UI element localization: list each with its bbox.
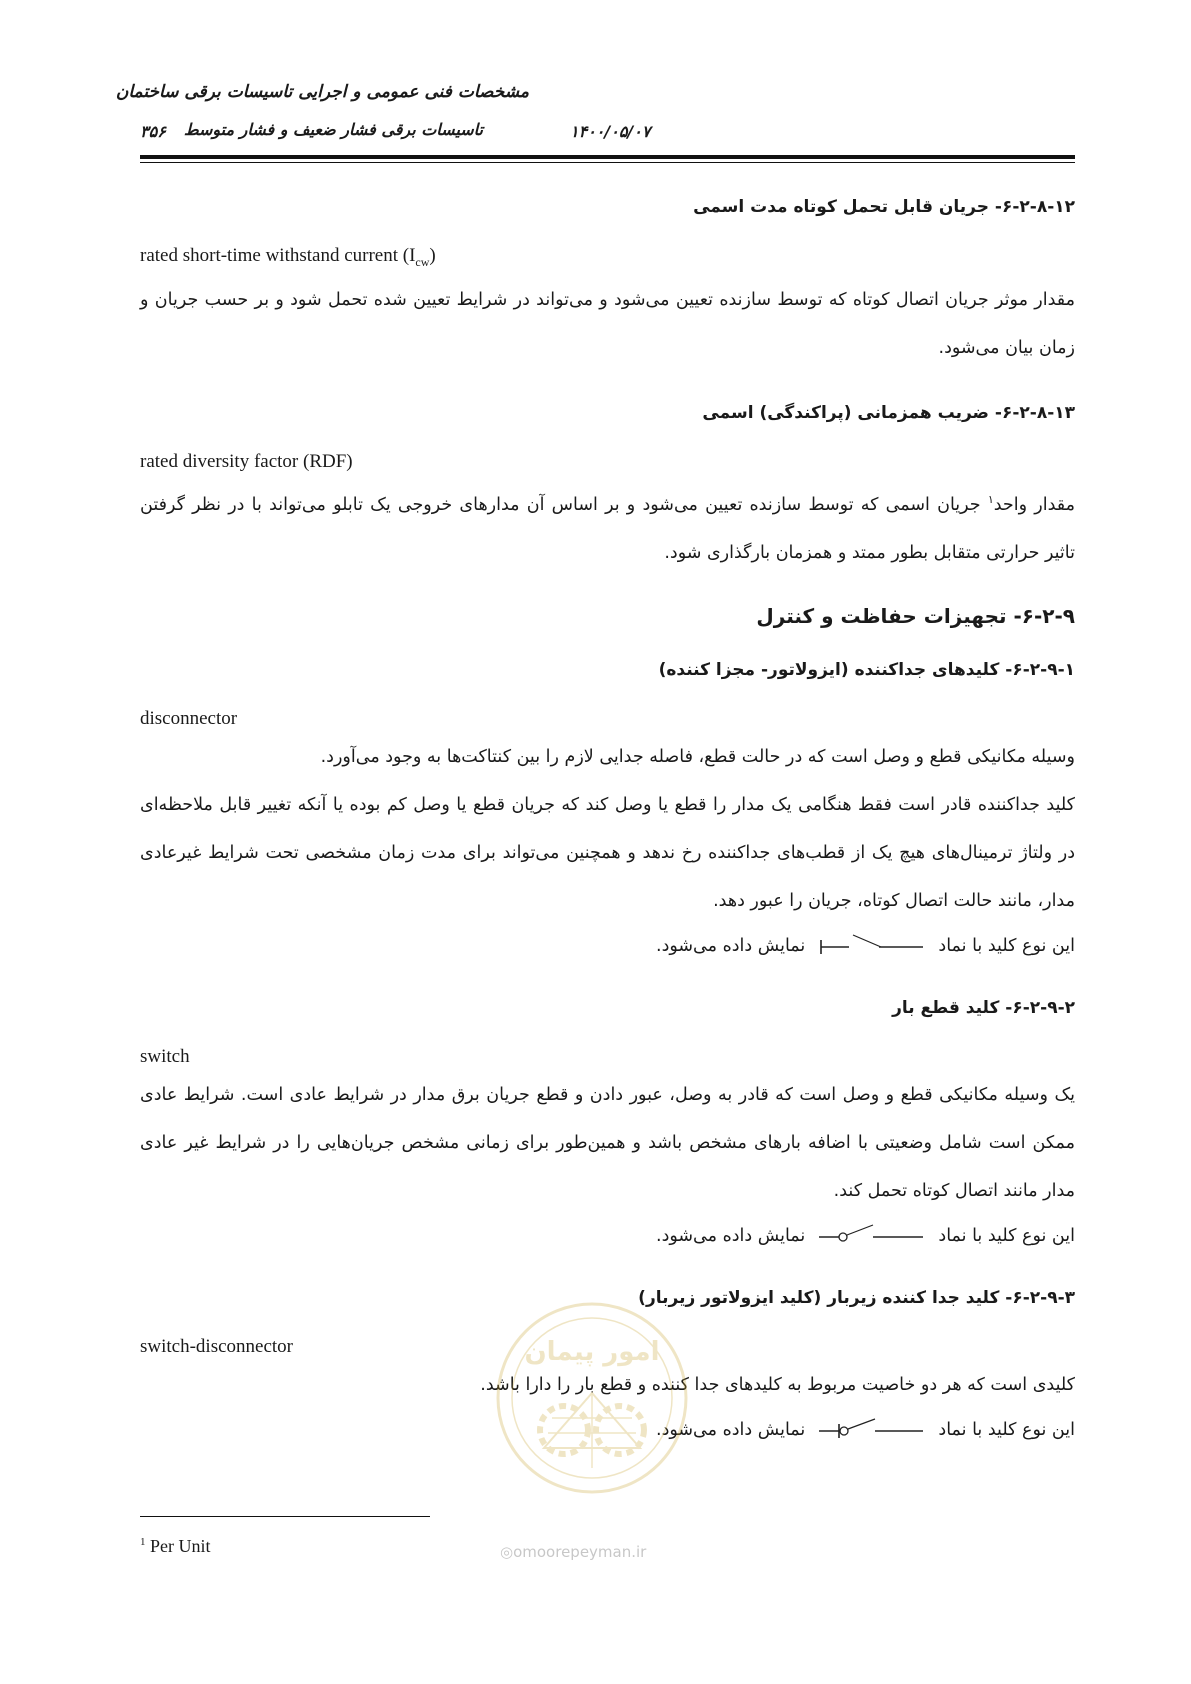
disconnector-symbol-icon [817, 933, 927, 959]
paragraph-diversity-factor [140, 476, 1075, 577]
section-heading-9: ۶-۲-۹- تجهیزات حفاظت و کنترل [756, 603, 1075, 628]
english-term-subscript: cw [415, 254, 430, 269]
paragraph-disconnector-2: کلید جداکننده قادر است فقط هنگامی یک مدار را قطع یا وصل کند که جریان قطع یا وصل کم بوده یا آنکه تغییر قابل ملاحظه‌ای در ولتاژ ترمینال‌های هیچ یک از قطب‌های جداکننده رخ ندهد و همچنین می‌تواند برای مدت زمان مشخصی تحت شرایط غیرعادی مدار، مانند حالت اتصال کوتاه، جریان را عبور دهد. [140, 794, 1075, 911]
page-content [140, 192, 1075, 1451]
english-term-switch: switch [140, 1045, 190, 1067]
header-rule-thick [140, 155, 1075, 159]
header-row [140, 120, 1075, 146]
header-date: ۱۴۰۰/۰۵/۰۷ [570, 122, 651, 141]
english-term-disconnector: disconnector [140, 707, 238, 729]
symbol-line-before: این نوع کلید با نماد [938, 1419, 1075, 1440]
header-title: مشخصات فنی عمومی و اجرایی تاسیسات برقی ساختمان [115, 82, 529, 102]
header-subtitle: تاسیسات برقی فشار ضعیف و فشار متوسط [183, 120, 483, 139]
footnote-marker: ۱ [987, 492, 994, 506]
english-term-diversity-factor: rated diversity factor (RDF) [140, 450, 353, 472]
symbol-line-after: نمایش داده می‌شود. [656, 1225, 806, 1246]
symbol-line-after: نمایش داده می‌شود. [656, 1419, 806, 1440]
symbol-line-switch [140, 1215, 1075, 1257]
watermark-logo-icon [492, 1298, 692, 1498]
symbol-line-disconnector [140, 925, 1075, 967]
footnote-number: 1 [140, 1536, 146, 1548]
paragraph-disconnector-1: وسیله مکانیکی قطع و وصل است که در حالت قطع، فاصله جدایی لازم را بین کنتاکت‌ها به وجود می‌آورد. [320, 746, 1075, 767]
english-term-close: ) [429, 245, 436, 266]
watermark-site-text: omoorepeyman.ir [513, 1543, 647, 1561]
footnote [140, 1536, 211, 1557]
section-heading-8-13: ۶-۲-۸-۱۳- ضریب همزمانی (پراکندگی) اسمی [702, 402, 1075, 423]
footnote-rule [140, 1516, 430, 1517]
paragraph-withstand-current: مقدار موثر جریان اتصال کوتاه که توسط سازنده تعیین می‌شود و می‌تواند در شرایط تعیین شده تحمل شود و بر حسب جریان و زمان بیان می‌شود. [140, 289, 1075, 358]
section-heading-9-2: ۶-۲-۹-۲- کلید قطع بار [892, 997, 1075, 1018]
section-heading-9-1: ۶-۲-۹-۱- کلیدهای جداکننده (ایزولاتور- مجزا کننده) [658, 659, 1075, 680]
paragraph-switch-disconnector: کلیدی است که هر دو خاصیت مربوط به کلیدهای جدا کننده و قطع بار را دارا باشد. [480, 1374, 1075, 1395]
footnote-text: Per Unit [145, 1536, 211, 1556]
header-rule-thin [140, 162, 1075, 163]
paragraph-diversity-rest: جریان اسمی که توسط سازنده تعیین می‌شود و بر اساس آن مدارهای خروجی یک تابلو می‌تواند با در نظر گرفتن تاثیر حرارتی متقابل بطور ممتد و همزمان بارگذاری شود. [140, 494, 1075, 563]
english-term-text: rated short-time withstand current (I [140, 245, 416, 266]
english-term-switch-disconnector: switch-disconnector [140, 1335, 294, 1357]
section-heading-9-3: ۶-۲-۹-۳- کلید جدا کننده زیربار (کلید ایزولاتور زیربار) [638, 1287, 1075, 1308]
page-number: ۳۵۶ [140, 122, 166, 141]
symbol-line-before: این نوع کلید با نماد [938, 935, 1075, 956]
switch-disconnector-symbol-icon [817, 1417, 927, 1443]
symbol-line-before: این نوع کلید با نماد [938, 1225, 1075, 1246]
paragraph-diversity-start: مقدار واحد [993, 494, 1075, 515]
watermark-site: ◎omoorepeyman.ir [500, 1543, 647, 1561]
english-term-withstand-current [140, 242, 1075, 276]
watermark-logo-text: امور پیمان [524, 1337, 660, 1367]
paragraph-switch: یک وسیله مکانیکی قطع و وصل است که قادر به وصل، عبور دادن و قطع جریان برق مدار در شرایط عادی است. شرایط عادی ممکن است شامل وضعیتی با اضافه بارهای مشخص باشد و همین‌طور برای زمانی مشخص جریان‌هایی را در شرایط غیر عادی مدار مانند اتصال کوتاه تحمل کند. [140, 1084, 1075, 1201]
section-heading-8-12: ۶-۲-۸-۱۲- جریان قابل تحمل کوتاه مدت اسمی [693, 197, 1075, 217]
load-switch-symbol-icon [817, 1223, 927, 1249]
symbol-line-after: نمایش داده می‌شود. [656, 935, 806, 956]
